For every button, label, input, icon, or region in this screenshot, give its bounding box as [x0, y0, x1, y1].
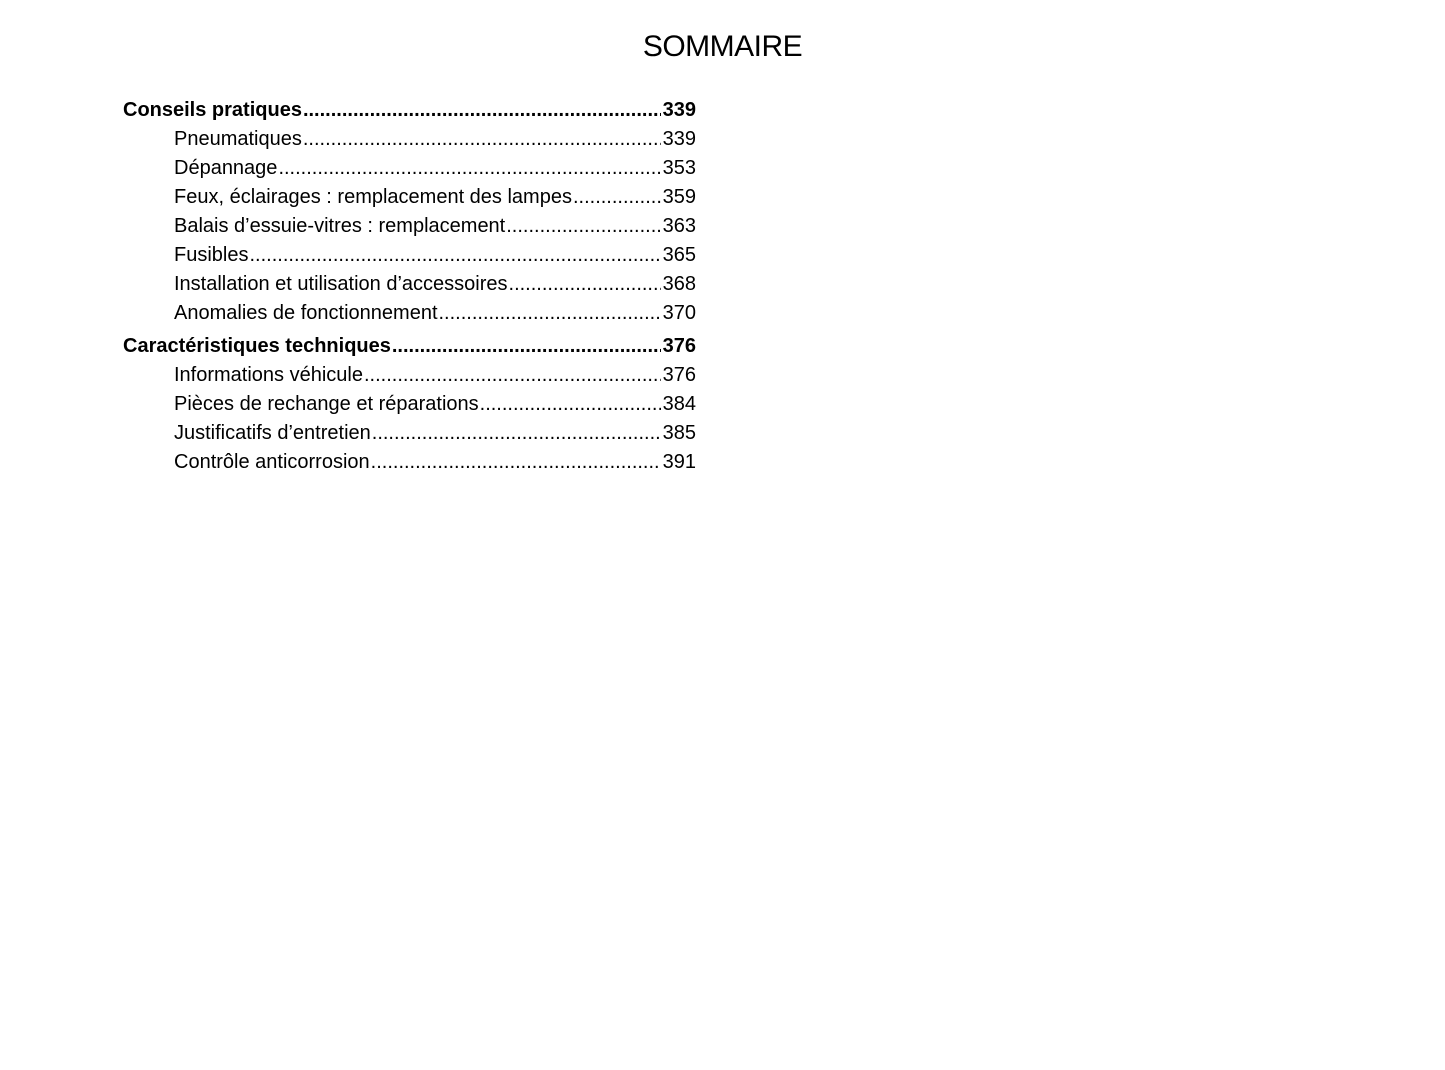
toc-item-feux-eclairages[interactable]	[123, 183, 696, 212]
toc-item-justificatifs-entretien[interactable]	[123, 419, 696, 448]
toc-page-number: 368	[662, 273, 696, 295]
toc-item-pneumatiques[interactable]	[123, 125, 696, 154]
toc-page-number: 370	[662, 302, 696, 324]
toc-page-number: 359	[662, 186, 696, 208]
toc-item-informations-vehicule[interactable]	[123, 361, 696, 390]
toc-page-number: 391	[662, 451, 696, 473]
toc-item-label: Pièces de rechange et réparations	[174, 393, 479, 415]
toc-item-fusibles[interactable]	[123, 241, 696, 270]
toc-page-number: 363	[662, 215, 696, 237]
toc-item-pieces-rechange[interactable]	[123, 390, 696, 419]
dot-leader	[303, 125, 661, 154]
toc-page-number: 385	[662, 422, 696, 444]
toc-item-label: Pneumatiques	[174, 128, 302, 150]
toc-section-label: Conseils pratiques	[123, 99, 302, 121]
dot-leader	[371, 448, 661, 477]
toc-section-caracteristiques-techniques[interactable]	[123, 332, 696, 361]
toc-item-label: Informations véhicule	[174, 364, 363, 386]
toc-page-number: 353	[662, 157, 696, 179]
page-title: SOMMAIRE	[642, 30, 803, 63]
toc-item-controle-anticorrosion[interactable]	[123, 448, 696, 477]
toc-item-label: Dépannage	[174, 157, 278, 179]
dot-leader	[372, 419, 661, 448]
toc-page-number: 376	[662, 335, 696, 357]
toc-page-number: 339	[662, 128, 696, 150]
dot-leader	[480, 390, 661, 419]
toc-page-number: 339	[662, 99, 696, 121]
toc-item-label: Justificatifs d’entretien	[174, 422, 371, 444]
dot-leader	[249, 241, 660, 270]
toc-item-label: Anomalies de fonctionnement	[174, 302, 438, 324]
dot-leader	[573, 183, 661, 212]
toc-item-accessoires[interactable]	[123, 270, 696, 299]
toc-item-label: Feux, éclairages : remplacement des lampes	[174, 186, 572, 208]
dot-leader	[509, 270, 661, 299]
dot-leader	[439, 299, 661, 328]
toc-page-number: 365	[662, 244, 696, 266]
toc-item-anomalies[interactable]	[123, 299, 696, 328]
toc-item-label: Balais d’essuie-vitres : remplacement	[174, 215, 506, 237]
toc-item-label: Contrôle anticorrosion	[174, 451, 370, 473]
dot-leader	[392, 332, 661, 361]
toc-page-number: 384	[662, 393, 696, 415]
table-of-contents	[123, 96, 696, 477]
toc-item-label: Installation et utilisation d’accessoires	[174, 273, 508, 295]
toc-item-balais-essuie-vitres[interactable]	[123, 212, 696, 241]
toc-page-number: 376	[662, 364, 696, 386]
dot-leader	[364, 361, 661, 390]
dot-leader	[278, 154, 660, 183]
dot-leader	[506, 212, 660, 241]
toc-item-label: Fusibles	[174, 244, 249, 266]
toc-section-label: Caractéristiques techniques	[123, 335, 391, 357]
toc-item-depannage[interactable]	[123, 154, 696, 183]
dot-leader	[303, 96, 661, 125]
toc-section-conseils-pratiques[interactable]	[123, 96, 696, 125]
